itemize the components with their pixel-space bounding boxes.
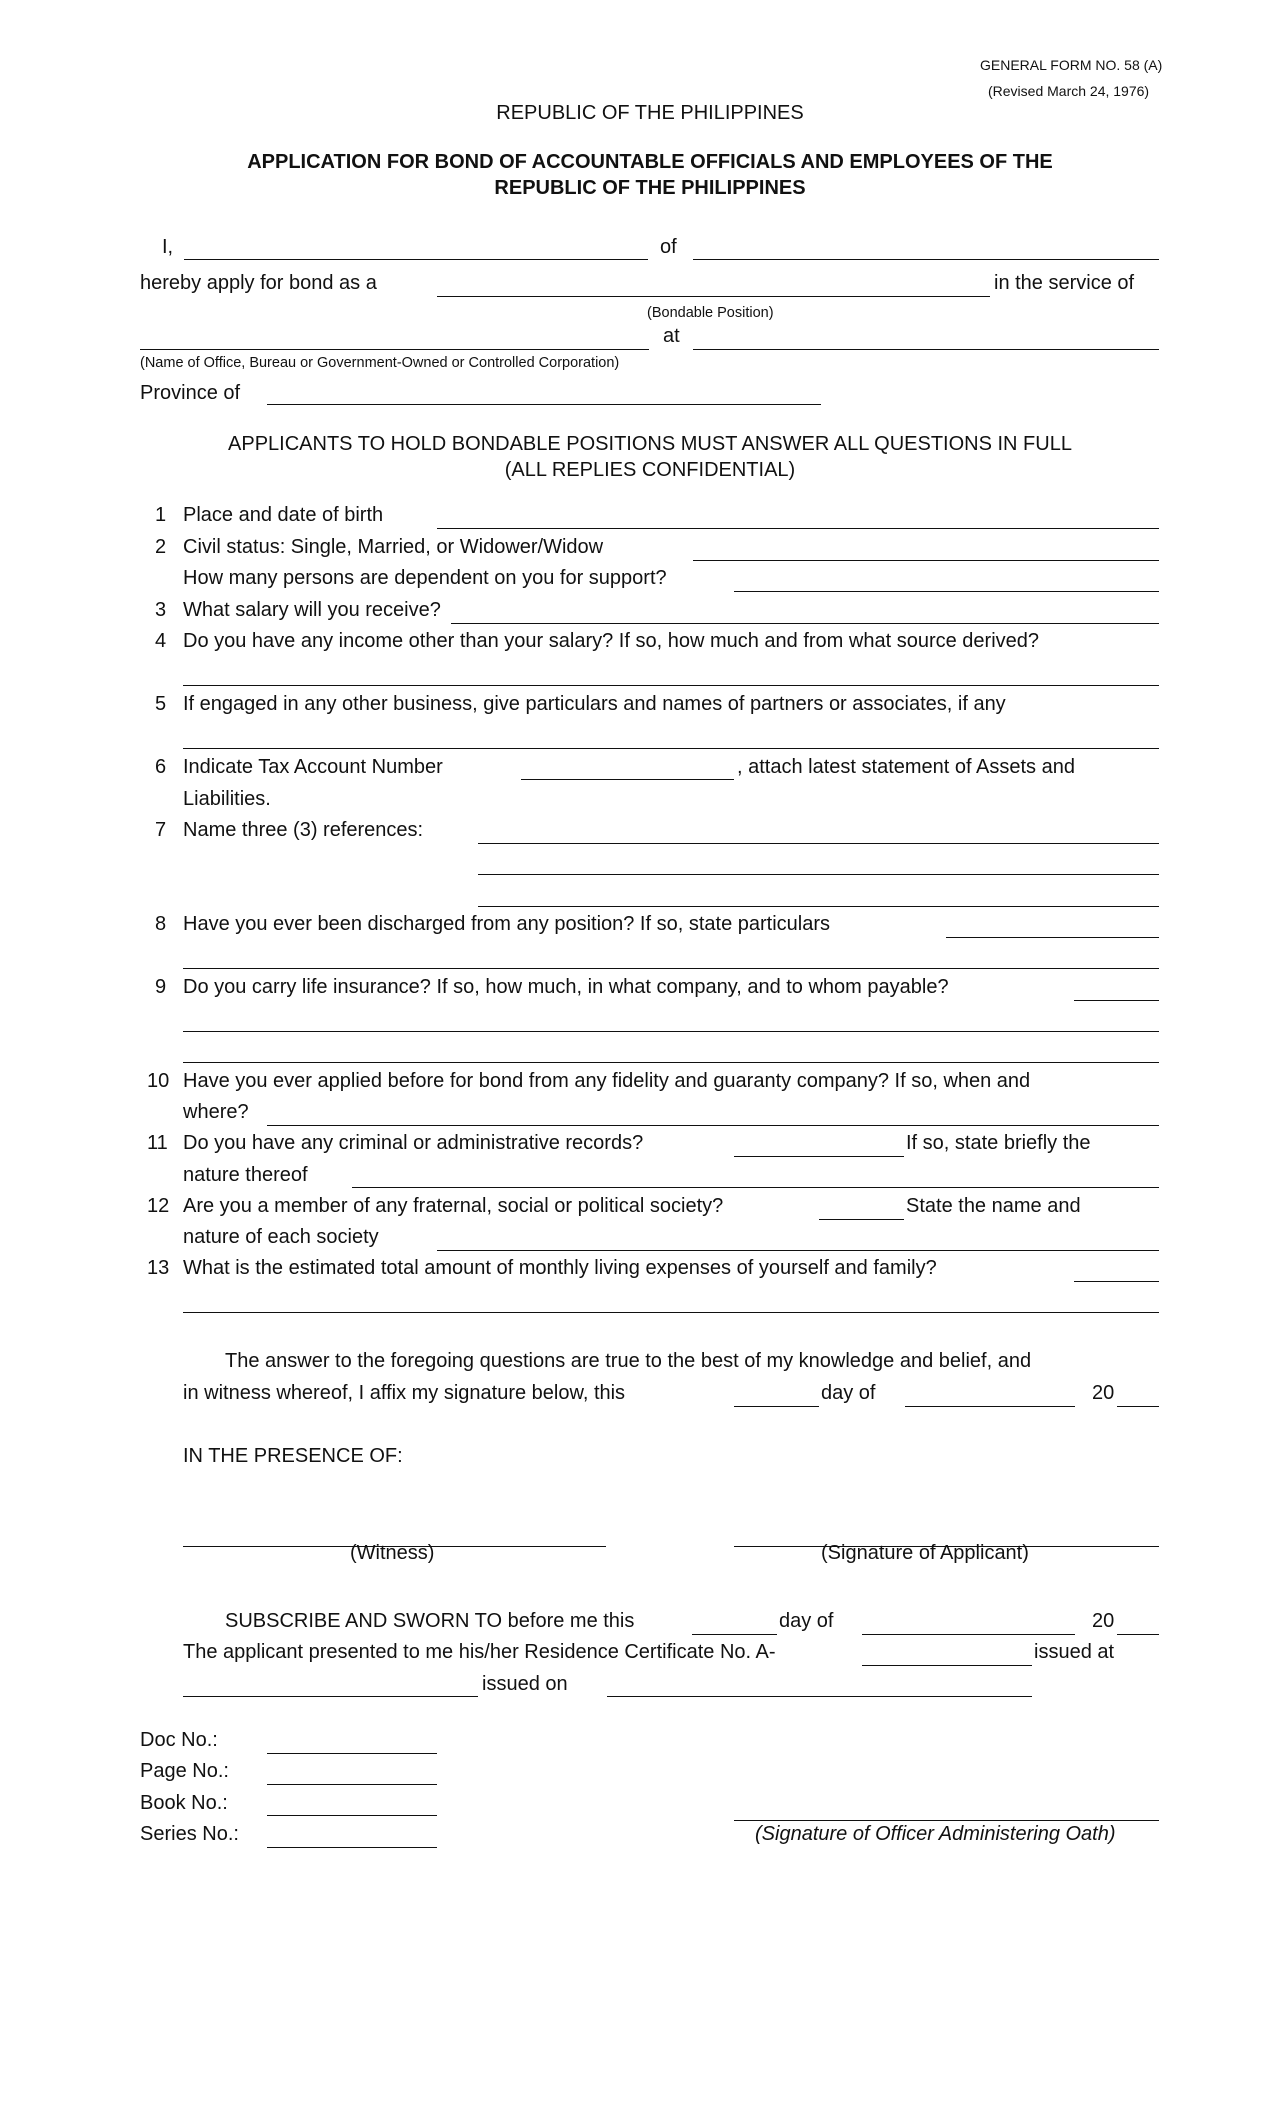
q3-salary-field[interactable] (451, 623, 1159, 624)
q12-number: 12 (147, 1195, 170, 1217)
revision-date: (Revised March 24, 1976) (988, 83, 1150, 99)
doc-no-field[interactable] (267, 1753, 437, 1754)
page-no-label: Page No.: (140, 1760, 229, 1782)
q7-reference-1-field[interactable] (478, 843, 1159, 844)
issued-on-date-field[interactable] (607, 1696, 1032, 1697)
certification-year-label: 20 (1092, 1382, 1115, 1404)
q10-continuation: where? (183, 1101, 249, 1123)
office-location-field[interactable] (693, 349, 1159, 350)
q6-text: Indicate Tax Account Number (183, 756, 443, 778)
witness-caption: (Witness) (350, 1542, 435, 1564)
q9-answer-field-1[interactable] (1074, 1000, 1159, 1001)
instructions-line2: (ALL REPLIES CONFIDENTIAL) (504, 459, 796, 481)
q10-answer-field[interactable] (267, 1125, 1159, 1126)
q6-after-text: , attach latest statement of Assets and (737, 756, 1075, 778)
series-no-label: Series No.: (140, 1823, 239, 1845)
q12-yes-no-field[interactable] (819, 1219, 904, 1220)
form-title-line1: APPLICATION FOR BOND OF ACCOUNTABLE OFFICIALS AND EMPLOYEES OF THE (247, 151, 1053, 173)
q1-answer-field[interactable] (437, 528, 1159, 529)
series-no-field[interactable] (267, 1847, 437, 1848)
apply-label: hereby apply for bond as a (140, 272, 377, 294)
instructions-line1: APPLICANTS TO HOLD BONDABLE POSITIONS MUST ANSWER ALL QUESTIONS IN FULL (228, 433, 1072, 455)
q13-text: What is the estimated total amount of monthly living expenses of yourself and family? (183, 1257, 937, 1279)
q13-number: 13 (147, 1257, 170, 1279)
applicant-signature-caption: (Signature of Applicant) (821, 1542, 1029, 1564)
q6-continuation: Liabilities. (183, 788, 271, 810)
certification-line2: in witness whereof, I affix my signature below, this (183, 1382, 626, 1404)
q4-text: Do you have any income other than your salary? If so, how much and from what source derived? (183, 630, 1040, 652)
certification-line1: The answer to the foregoing questions are true to the best of my knowledge and belief, and (225, 1350, 1032, 1372)
q7-reference-2-field[interactable] (478, 874, 1159, 875)
q12-continuation: nature of each society (183, 1226, 379, 1248)
q9-answer-field-3[interactable] (183, 1062, 1159, 1063)
at-label: at (663, 325, 680, 347)
form-title-line2: REPUBLIC OF THE PHILIPPINES (494, 177, 806, 199)
q5-text: If engaged in any other business, give particulars and names of partners or associates, if any (183, 693, 1006, 715)
oath-month-field[interactable] (862, 1634, 1075, 1635)
book-no-label: Book No.: (140, 1792, 228, 1814)
issued-at-label: issued at (1034, 1641, 1115, 1663)
q8-answer-field-1[interactable] (946, 937, 1159, 938)
q7-number: 7 (155, 819, 167, 841)
q5-number: 5 (155, 693, 167, 715)
q2-text: Civil status: Single, Married, or Widower/Widow (183, 536, 604, 558)
q6-number: 6 (155, 756, 167, 778)
q11-number: 11 (147, 1132, 168, 1154)
province-label: Province of (140, 382, 241, 404)
q1-text: Place and date of birth (183, 504, 384, 526)
office-caption: (Name of Office, Bureau or Government-Owned or Controlled Corporation) (140, 355, 620, 371)
issued-on-label: issued on (482, 1673, 568, 1695)
doc-no-label: Doc No.: (140, 1729, 218, 1751)
q9-answer-field-2[interactable] (183, 1031, 1159, 1032)
certification-month-field[interactable] (905, 1406, 1075, 1407)
q3-text: What salary will you receive? (183, 599, 441, 621)
bondable-position-caption: (Bondable Position) (647, 305, 774, 321)
q8-number: 8 (155, 913, 167, 935)
oath-day-of-label: day of (779, 1610, 834, 1632)
q12-society-field[interactable] (437, 1250, 1159, 1251)
q9-text: Do you carry life insurance? If so, how much, in what company, and to whom payable? (183, 976, 949, 998)
q8-answer-field-2[interactable] (183, 968, 1159, 969)
q12-text: Are you a member of any fraternal, social or political society? (183, 1195, 724, 1217)
q11-text: Do you have any criminal or administrative records? (183, 1132, 644, 1154)
q6-tax-account-field[interactable] (521, 779, 734, 780)
q11-yes-no-field[interactable] (734, 1156, 904, 1157)
q12-after-text: State the name and (906, 1195, 1081, 1217)
certification-year-field[interactable] (1117, 1406, 1159, 1407)
office-name-field[interactable] (140, 349, 649, 350)
certification-day-field[interactable] (734, 1406, 819, 1407)
service-label: in the service of (994, 272, 1135, 294)
q13-answer-field-2[interactable] (183, 1312, 1159, 1313)
q2-civil-status-field[interactable] (693, 560, 1159, 561)
officer-signature-field[interactable] (734, 1820, 1159, 1821)
oath-line1: SUBSCRIBE AND SWORN TO before me this (225, 1610, 635, 1632)
q2-dependents-field[interactable] (734, 591, 1159, 592)
q13-answer-field-1[interactable] (1074, 1281, 1159, 1282)
presence-label: IN THE PRESENCE OF: (183, 1445, 403, 1467)
oath-line2: The applicant presented to me his/her Residence Certificate No. A- (183, 1641, 776, 1663)
republic-heading: REPUBLIC OF THE PHILIPPINES (496, 102, 804, 124)
q2-subtext: How many persons are dependent on you for support? (183, 567, 667, 589)
q9-number: 9 (155, 976, 167, 998)
q3-number: 3 (155, 599, 167, 621)
i-label: I, (162, 236, 174, 258)
province-field[interactable] (267, 404, 821, 405)
q8-text: Have you ever been discharged from any position? If so, state particulars (183, 913, 831, 935)
q11-after-text: If so, state briefly the (906, 1132, 1091, 1154)
book-no-field[interactable] (267, 1815, 437, 1816)
officer-signature-caption: (Signature of Officer Administering Oath) (755, 1823, 1116, 1845)
oath-day-field[interactable] (692, 1634, 777, 1635)
q11-continuation: nature thereof (183, 1164, 308, 1186)
q7-reference-3-field[interactable] (478, 906, 1159, 907)
issued-at-place-field[interactable] (183, 1696, 478, 1697)
q10-text: Have you ever applied before for bond from any fidelity and guaranty company? If so, when and (183, 1070, 1031, 1092)
form-number: GENERAL FORM NO. 58 (A) (980, 57, 1163, 73)
q1-number: 1 (155, 504, 167, 526)
applicant-name-field[interactable] (184, 259, 648, 260)
q2-number: 2 (155, 536, 167, 558)
residence-cert-number-field[interactable] (862, 1665, 1032, 1666)
applicant-address-field[interactable] (693, 259, 1159, 260)
q11-nature-field[interactable] (352, 1187, 1159, 1188)
q4-number: 4 (155, 630, 167, 652)
page-no-field[interactable] (267, 1784, 437, 1785)
certification-day-of-label: day of (821, 1382, 876, 1404)
of-label: of (660, 236, 677, 258)
oath-year-label: 20 (1092, 1610, 1115, 1632)
q10-number: 10 (147, 1070, 170, 1092)
oath-year-field[interactable] (1117, 1634, 1159, 1635)
q7-text: Name three (3) references: (183, 819, 424, 841)
q5-answer-field[interactable] (183, 748, 1159, 749)
bondable-position-field[interactable] (437, 296, 990, 297)
q4-answer-field[interactable] (183, 685, 1159, 686)
